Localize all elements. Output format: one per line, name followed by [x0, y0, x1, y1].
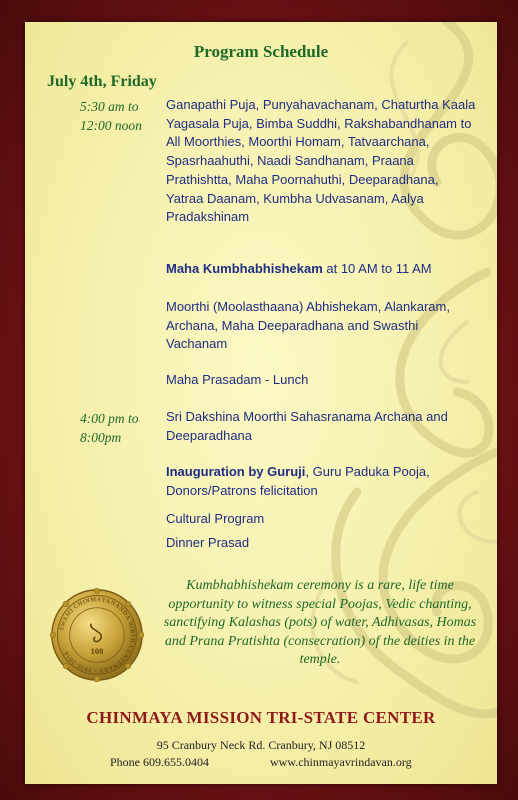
event-date: July 4th, Friday [47, 73, 157, 90]
time-start: 4:00 pm to [80, 411, 139, 426]
flyer-panel [25, 22, 497, 784]
highlight-text: Maha Kumbhabhishekam [166, 261, 323, 276]
centenary-seal-logo [50, 588, 144, 682]
highlight-text: Inauguration by Guruji [166, 464, 306, 479]
schedule-item-dinner: Dinner Prasad [166, 535, 250, 550]
website-link[interactable]: www.chinmayavrindavan.org [270, 755, 412, 769]
schedule-item-cultural: Cultural Program [166, 511, 265, 526]
organization-name: CHINMAYA MISSION TRI-STATE CENTER [86, 708, 436, 727]
schedule-item-rituals: Ganapathi Puja, Punyahavachanam, Chaturtha Kaala Yagasala Puja, Bimba Suddhi, Rakshabandhanam to All Moorthies, Moorthi Homam, Tatvaarchana, Spasrhaahuthi, Naadi Sandhanam, Praana Prathishtta, Maha Poornahuthi, Deeparadhana, Yatraa Daanam, Kumbha Udvasanam, Aalya Pradakshinam [166, 97, 476, 225]
schedule-item-inauguration [166, 463, 476, 500]
item-text: at 10 AM to 11 AM [322, 261, 432, 276]
phone-number: Phone 609.655.0404 [110, 755, 209, 769]
time-slot-evening [80, 409, 139, 447]
time-slot-morning [80, 97, 142, 135]
schedule-item-kumbhabhishekam [166, 260, 476, 279]
schedule-item-archana: Sri Dakshina Moorthi Sahasranama Archana and Deeparadhana [166, 409, 448, 443]
svg-text:100: 100 [90, 645, 104, 656]
schedule-item-lunch: Maha Prasadam - Lunch [166, 372, 309, 387]
schedule-item-abhishekam: Moorthi (Moolasthaana) Abhishekam, Alankaram, Archana, Maha Deeparadhana and Swasthi Vachanam [166, 299, 450, 352]
address: 95 Cranbury Neck Rd. Cranbury, NJ 08512 [156, 738, 366, 752]
time-end: 12:00 noon [80, 118, 142, 133]
item-text: , Guru Paduka Pooja, Donors/Patrons felicitation [166, 464, 430, 498]
time-start: 5:30 am to [80, 99, 139, 114]
ceremony-description: Kumbhabhishekam ceremony is a rare, life time opportunity to witness special Poojas, Vedic chanting, sanctifying Kalashas (pots) of water, Adhivasas, Homas and Prana Pratishta (consecration) of the deities in the temple. [163, 578, 477, 668]
time-end: 8:00pm [80, 430, 122, 445]
page-title: Program Schedule [193, 42, 329, 61]
svg-text:SWAMI CHINMAYANANDA BIRTH CENT: SWAMI CHINMAYANANDA BIRTH CENTENARY · 1916-2016 · [59, 597, 135, 673]
